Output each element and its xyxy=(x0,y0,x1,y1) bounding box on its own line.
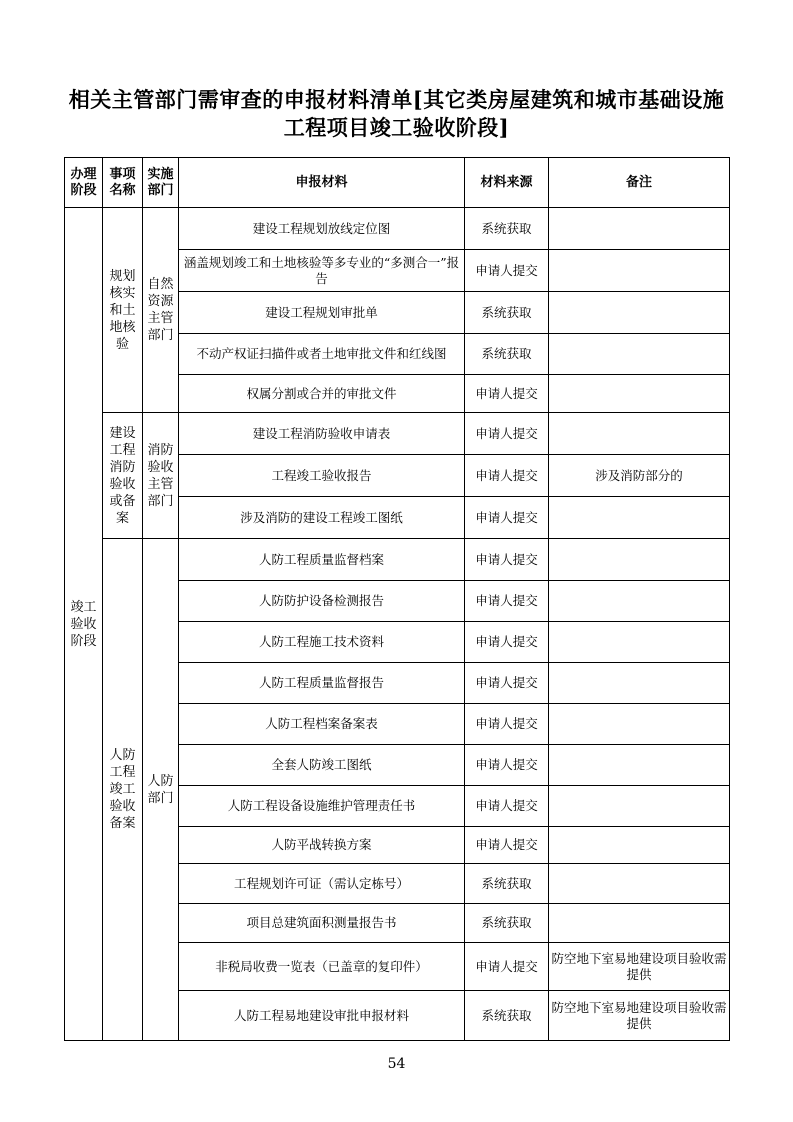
remark-cell: 涉及消防部分的 xyxy=(549,455,730,497)
material-cell: 工程竣工验收报告 xyxy=(179,455,465,497)
material-cell: 建设工程规划审批单 xyxy=(179,292,465,334)
material-cell: 人防平战转换方案 xyxy=(179,827,465,864)
header-source: 材料来源 xyxy=(465,158,549,208)
table-row xyxy=(65,208,730,250)
table-header-row xyxy=(65,158,730,208)
material-cell: 建设工程规划放线定位图 xyxy=(179,208,465,250)
source-cell: 系统获取 xyxy=(465,334,549,375)
source-cell: 申请人提交 xyxy=(465,786,549,827)
remark-cell xyxy=(549,904,730,943)
material-cell: 项目总建筑面积测量报告书 xyxy=(179,904,465,943)
header-stage: 办理阶段 xyxy=(65,158,103,208)
remark-cell xyxy=(549,334,730,375)
header-department: 实施部门 xyxy=(143,158,179,208)
remark-cell xyxy=(549,663,730,704)
material-cell: 人防防护设备检测报告 xyxy=(179,581,465,622)
item-cell: 建设工程消防验收或备案 xyxy=(103,413,143,539)
material-cell: 工程规划许可证（需认定栋号） xyxy=(179,864,465,904)
source-cell: 申请人提交 xyxy=(465,745,549,786)
header-remark: 备注 xyxy=(549,158,730,208)
remark-cell: 防空地下室易地建设项目验收需提供 xyxy=(549,943,730,991)
material-cell: 建设工程消防验收申请表 xyxy=(179,413,465,455)
item-cell: 人防工程竣工验收备案 xyxy=(103,539,143,1041)
table-row xyxy=(65,413,730,455)
material-cell: 人防工程设备设施维护管理责任书 xyxy=(179,786,465,827)
remark-cell xyxy=(549,745,730,786)
source-cell: 申请人提交 xyxy=(465,413,549,455)
material-cell: 非税局收费一览表（已盖章的复印件） xyxy=(179,943,465,991)
remark-cell xyxy=(549,292,730,334)
material-cell: 人防工程施工技术资料 xyxy=(179,622,465,663)
source-cell: 申请人提交 xyxy=(465,497,549,539)
title-line-1: 相关主管部门需审查的申报材料清单[其它类房屋建筑和城市基础设施 xyxy=(68,87,725,112)
table-row xyxy=(65,539,730,581)
page-number: 54 xyxy=(387,1056,406,1072)
remark-cell xyxy=(549,622,730,663)
source-cell: 系统获取 xyxy=(465,904,549,943)
table-body xyxy=(65,208,730,1041)
stage-cell: 竣工验收阶段 xyxy=(65,208,103,1041)
remark-cell xyxy=(549,497,730,539)
source-cell: 系统获取 xyxy=(465,991,549,1041)
department-cell: 消防验收主管部门 xyxy=(143,413,179,539)
source-cell: 申请人提交 xyxy=(465,704,549,745)
remark-cell xyxy=(549,208,730,250)
item-cell: 规划核实和土地核验 xyxy=(103,208,143,413)
remark-cell xyxy=(549,786,730,827)
remark-cell xyxy=(549,581,730,622)
remark-cell xyxy=(549,704,730,745)
header-item: 事项名称 xyxy=(103,158,143,208)
materials-table xyxy=(64,157,730,1041)
material-cell: 人防工程档案备案表 xyxy=(179,704,465,745)
source-cell: 申请人提交 xyxy=(465,539,549,581)
remark-cell xyxy=(549,539,730,581)
source-cell: 系统获取 xyxy=(465,292,549,334)
document-title xyxy=(40,86,753,142)
source-cell: 申请人提交 xyxy=(465,581,549,622)
material-cell: 人防工程质量监督报告 xyxy=(179,663,465,704)
source-cell: 申请人提交 xyxy=(465,250,549,292)
department-cell: 自然资源主管部门 xyxy=(143,208,179,413)
material-cell: 全套人防竣工图纸 xyxy=(179,745,465,786)
source-cell: 申请人提交 xyxy=(465,827,549,864)
material-cell: 涉及消防的建设工程竣工图纸 xyxy=(179,497,465,539)
source-cell: 系统获取 xyxy=(465,208,549,250)
remark-cell xyxy=(549,375,730,413)
header-material: 申报材料 xyxy=(179,158,465,208)
remark-cell xyxy=(549,827,730,864)
remark-cell xyxy=(549,864,730,904)
department-cell: 人防部门 xyxy=(143,539,179,1041)
material-cell: 人防工程易地建设审批申报材料 xyxy=(179,991,465,1041)
source-cell: 申请人提交 xyxy=(465,375,549,413)
material-cell: 权属分割或合并的审批文件 xyxy=(179,375,465,413)
source-cell: 申请人提交 xyxy=(465,943,549,991)
source-cell: 系统获取 xyxy=(465,864,549,904)
material-cell: 人防工程质量监督档案 xyxy=(179,539,465,581)
source-cell: 申请人提交 xyxy=(465,622,549,663)
remark-cell xyxy=(549,250,730,292)
material-cell: 不动产权证扫描件或者土地审批文件和红线图 xyxy=(179,334,465,375)
material-cell: 涵盖规划竣工和土地核验等多专业的“多测合一”报告 xyxy=(179,250,465,292)
remark-cell: 防空地下室易地建设项目验收需提供 xyxy=(549,991,730,1041)
source-cell: 申请人提交 xyxy=(465,663,549,704)
source-cell: 申请人提交 xyxy=(465,455,549,497)
title-line-2: 工程项目竣工验收阶段] xyxy=(283,115,510,140)
remark-cell xyxy=(549,413,730,455)
